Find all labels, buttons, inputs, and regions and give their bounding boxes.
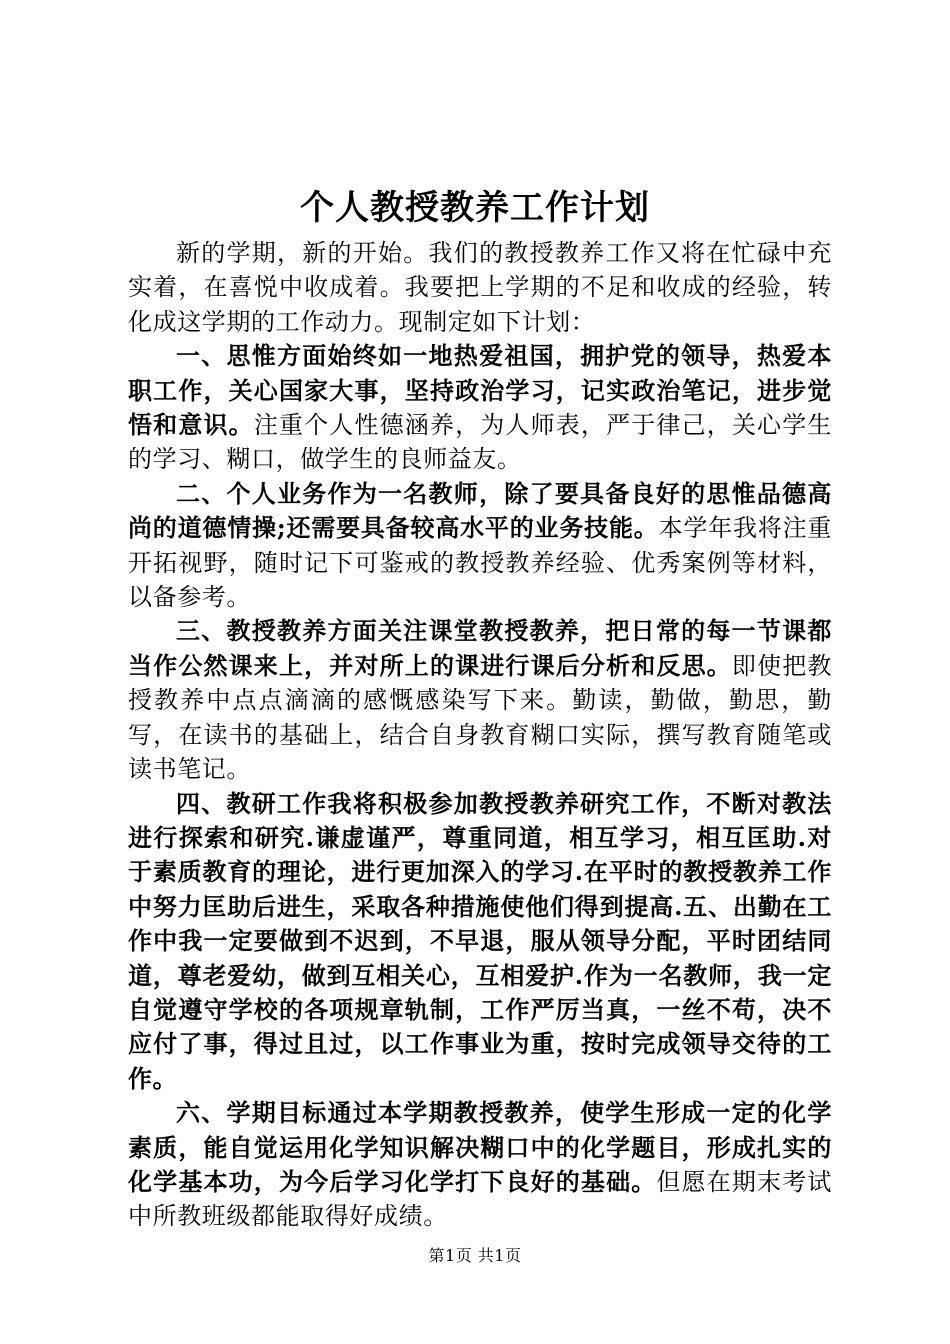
document-title: 个人教授教养工作计划 (300, 188, 650, 228)
paragraph-intro (128, 236, 832, 339)
paragraph-bold-text: 二、个人业务作为一名教师，除了要具备良好的思惟品德高尚的道德情操;还需要具备较高水平的业务技能。 (128, 478, 832, 543)
paragraph-thought (128, 339, 832, 477)
paragraph-professional (128, 477, 832, 615)
paragraph-text: 注重个人性德涵养，为人师表，严于律己，关心学生的学习、糊口，做学生的良师益友。 (128, 411, 832, 474)
document-body (128, 236, 832, 1234)
paragraph-text: 但愿在期末考试中所教班级都能取得好成绩。 (128, 1167, 832, 1231)
paragraph-bold-text: 三、教授教养方面关注课堂教授教养，把日常的每一节课都当作公然课来上，并对所上的课进行课后分析和反思。 (128, 616, 832, 680)
paragraph-teaching (128, 614, 832, 786)
paragraph-goals (128, 1096, 832, 1234)
paragraph-text: 本学年我将注重开拓视野，随时记下可鉴戒的教授教养经验、优秀案例等材料，以备参考。 (128, 514, 833, 612)
page-footer: 第1页 共1页 (428, 1246, 522, 1265)
paragraph-bold-text: 六、学期目标通过本学期教授教养，使学生形成一定的化学素质，能自觉运用化学知识解决糊口中的化学题目，形成扎实的化学基本功，为今后学习化学打下良好的基础。 (128, 1098, 832, 1196)
paragraph-research-attendance (128, 787, 832, 1097)
paragraph-text: 即使把教授教养中点点滴滴的感慨感染写下来。勤读，勤做，勤思，勤写，在读书的基础上，结合自身教育糊口实际，撰写教育随笔或读书笔记。 (128, 651, 832, 784)
paragraph-bold-text: 四、教研工作我将积极参加教授教养研究工作，不断对教法进行探索和研究.谦虚谨严，尊重同道，相互学习，相互匡助.对于素质教育的理论，进行更加深入的学习.在平时的教授教养工作中努力匡助后进生，采取各种措施使他们得到提高.五、出勤在工作中我一定要做到不迟到，不早退，服从领导分配，平时团结同道，尊老爱幼，做到互相关心，互相爱护.作为一名教师，我一定自觉遵守学校的各项规章轨制，工作严厉当真，一丝不苟，决不应付了事，得过且过，以工作事业为重，按时完成领导交待的工作。 (128, 788, 832, 1093)
paragraph-text: 新的学期，新的开始。我们的教授教养工作又将在忙碌中充实着，在喜悦中收成着。我要把上学期的不足和收成的经验，转化成这学期的工作动力。现制定如下计划： (128, 239, 832, 336)
paragraph-bold-text: 一、思惟方面始终如一地热爱祖国，拥护党的领导，热爱本职工作，关心国家大事，坚持政治学习，记实政治笔记，进步觉悟和意识。 (128, 341, 832, 440)
